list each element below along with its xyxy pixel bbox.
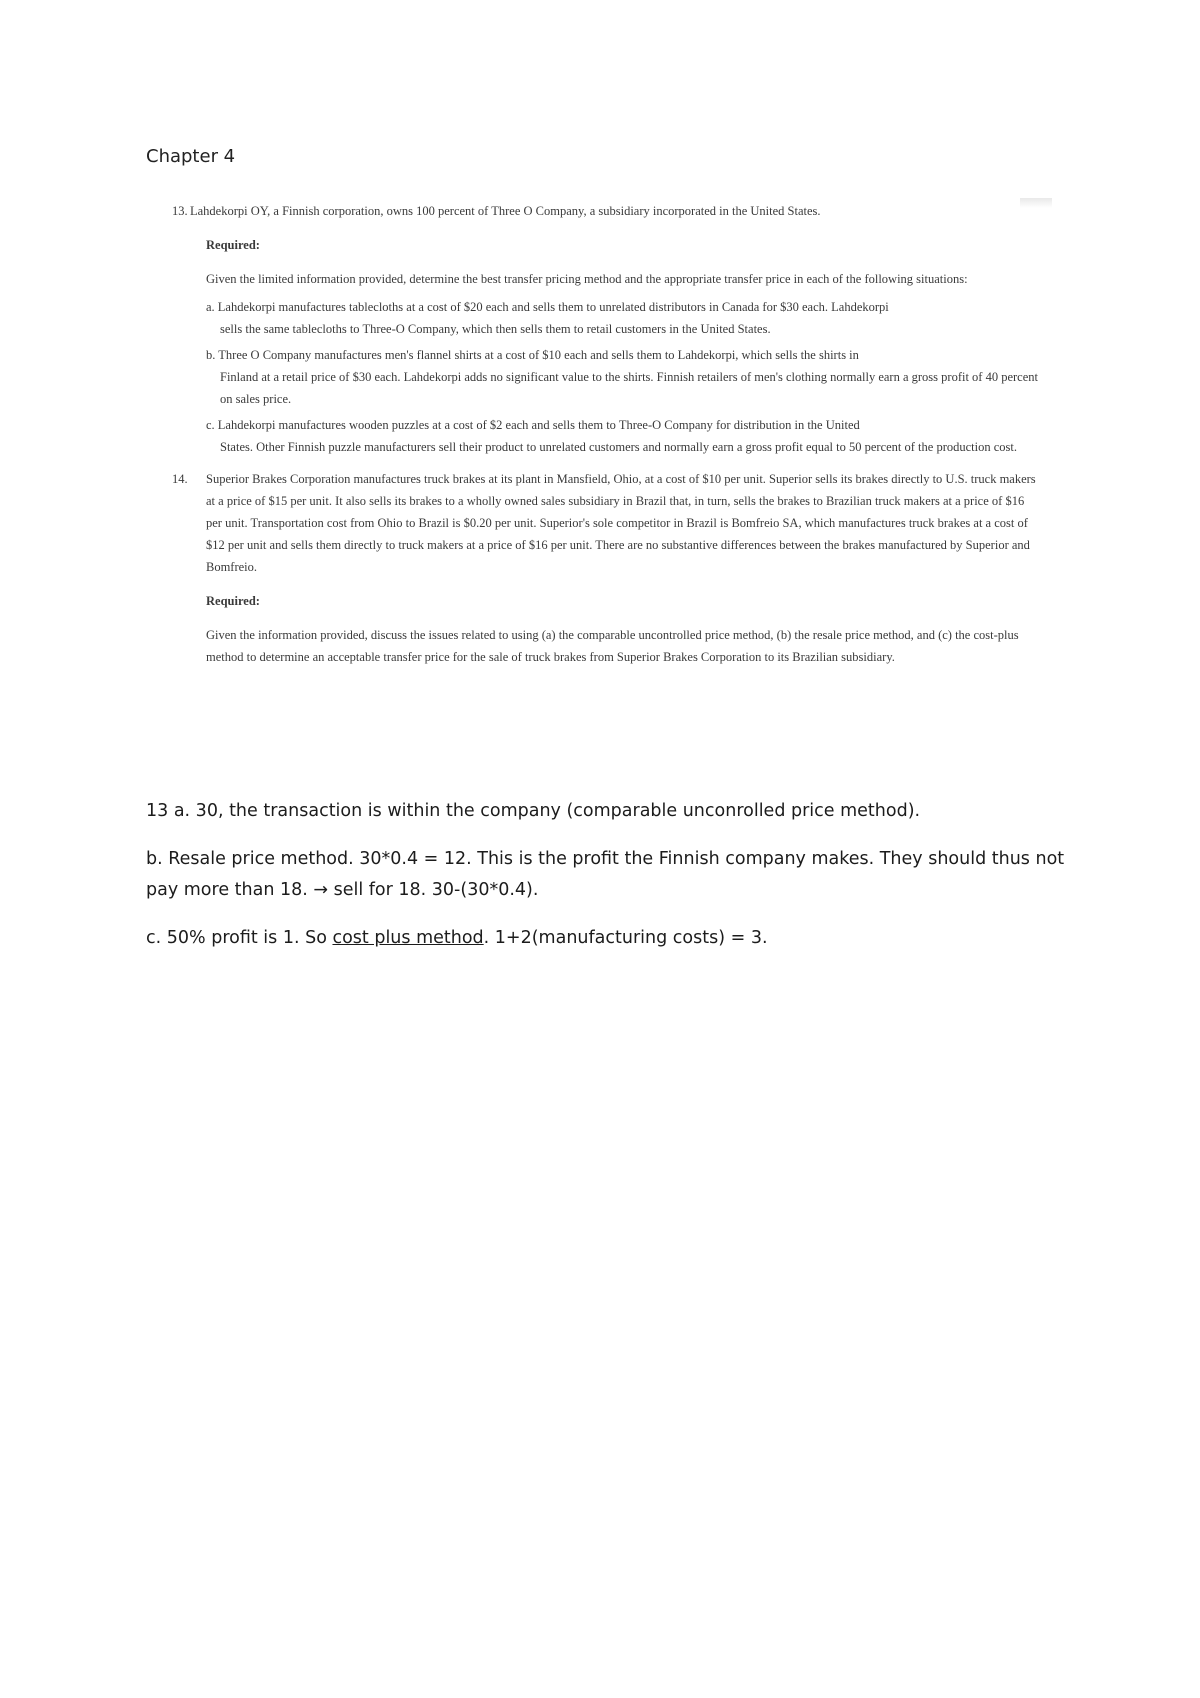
question-13-item-a xyxy=(172,296,1040,340)
item-first-line: c. Lahdekorpi manufactures wooden puzzles at a cost of $2 each and sells them to Three-O Company for distribution in the United xyxy=(206,418,860,432)
question-13-required-label: Required: xyxy=(206,238,260,252)
item-first-line: b. Three O Company manufactures men's flannel shirts at a cost of $10 each and sells them to Lahdekorpi, which sells the shirts in xyxy=(206,348,859,362)
answers-section xyxy=(146,796,1066,971)
chapter-title: Chapter 4 xyxy=(146,146,236,167)
answer-c xyxy=(146,923,1066,954)
textbook-excerpt-image xyxy=(172,200,1040,674)
answer-c-underlined-term: cost plus method xyxy=(332,928,484,948)
question-13-item-c xyxy=(172,414,1040,458)
answer-a: 13 a. 30, the transaction is within the company (comparable unconrolled price method). xyxy=(146,801,921,821)
item-continuation: States. Other Finnish puzzle manufacturers sell their product to unrelated customers and normally earn a gross profit equal to 50 percent of the production cost. xyxy=(220,440,1017,454)
question-14-instruction: Given the information provided, discuss the issues related to using (a) the comparable uncontrolled price method, (b) the resale price method, and (c) the cost-plus method to determine an acceptable transfer price for the sale of truck brakes from Superior Brakes Corporation to its Brazilian subsidiary. xyxy=(206,628,1019,664)
answer-c-suffix: . 1+2(manufacturing costs) = 3. xyxy=(483,928,768,948)
question-13-intro: Lahdekorpi OY, a Finnish corporation, owns 100 percent of Three O Company, a subsidiary incorporated in the United States. xyxy=(190,204,821,218)
question-14-required-label: Required: xyxy=(206,594,260,608)
item-continuation: sells the same tablecloths to Three-O Company, which then sells them to retail customers in the United States. xyxy=(220,322,771,336)
question-14-number: 14. xyxy=(172,472,188,486)
question-13-number: 13. xyxy=(172,204,188,218)
answer-c-prefix: c. 50% profit is 1. So xyxy=(146,928,333,948)
question-14-body: Superior Brakes Corporation manufactures truck brakes at its plant in Mansfield, Ohio, at a cost of $10 per unit. Superior sells its brakes directly to U.S. truck makers at a price of $15 per unit. It also sells its brakes to a wholly owned sales subsidiary in Brazil that, in turn, sells the brakes to Brazilian truck makers at a price of $16 per unit. Transportation cost from Ohio to Brazil is $0.20 per unit. Superior's sole competitor in Brazil is Bomfreio SA, which manufactures truck brakes at a cost of $12 per unit and sells them directly to truck makers at a price of $16 per unit. There are no substantive differences between the brakes manufactured by Superior and Bomfreio. xyxy=(206,472,1036,574)
item-continuation: Finland at a retail price of $30 each. Lahdekorpi adds no significant value to the shirts. Finnish retailers of men's clothing normally earn a gross profit of 40 percent on sales price. xyxy=(220,370,1038,406)
answer-b: b. Resale price method. 30*0.4 = 12. This is the profit the Finnish company makes. They should thus not pay more than 18. → sell for 18. 30-(30*0.4). xyxy=(146,849,1065,900)
question-13-instruction: Given the limited information provided, determine the best transfer pricing method and the appropriate transfer price in each of the following situations: xyxy=(206,272,968,286)
question-13-item-b xyxy=(172,344,1040,410)
item-first-line: a. Lahdekorpi manufactures tablecloths at a cost of $20 each and sells them to unrelated distributors in Canada for $30 each. Lahdekorpi xyxy=(206,300,889,314)
question-14 xyxy=(172,468,1040,668)
question-13 xyxy=(172,200,1040,458)
